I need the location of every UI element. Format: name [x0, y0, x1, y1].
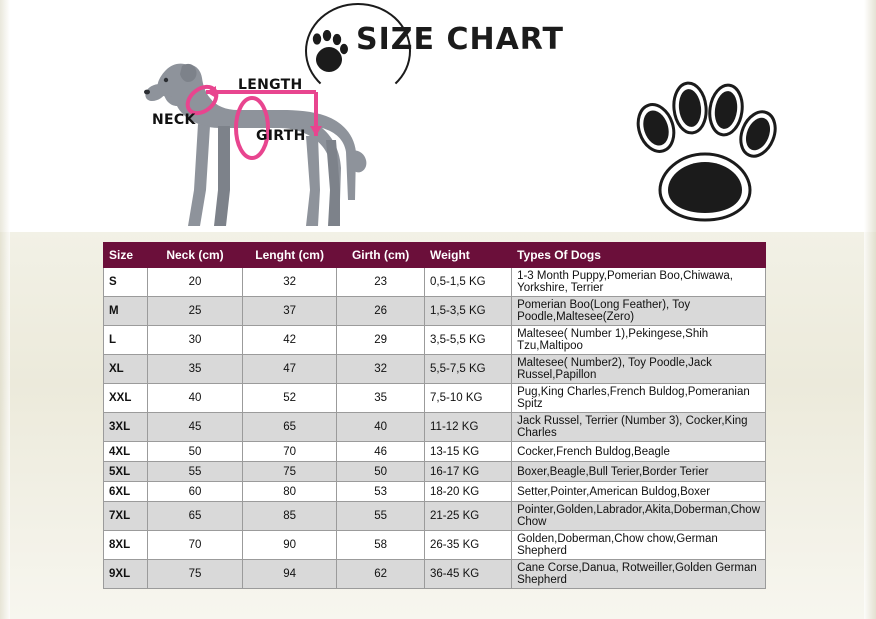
table-cell: 13-15 KG	[425, 442, 512, 462]
table-cell: 21-25 KG	[425, 502, 512, 531]
table-cell: 5,5-7,5 KG	[425, 355, 512, 384]
table-row	[104, 531, 766, 560]
table-row	[104, 297, 766, 326]
table-body	[104, 268, 766, 589]
table-row	[104, 384, 766, 413]
table-cell: 3,5-5,5 KG	[425, 326, 512, 355]
table-cell: 55	[337, 502, 425, 531]
table-cell: Pomerian Boo(Long Feather), Toy Poodle,Maltesee(Zero)	[512, 297, 766, 326]
table-cell: 85	[242, 502, 336, 531]
paw-print-large-icon	[630, 80, 780, 225]
table-cell: 47	[242, 355, 336, 384]
table-cell: 37	[242, 297, 336, 326]
table-cell: 75	[242, 462, 336, 482]
table-cell: 6XL	[104, 482, 148, 502]
table-cell: 70	[242, 442, 336, 462]
table-cell: Pointer,Golden,Labrador,Akita,Doberman,Chow Chow	[512, 502, 766, 531]
table-row	[104, 413, 766, 442]
table-row	[104, 462, 766, 482]
table-cell: 16-17 KG	[425, 462, 512, 482]
size-chart-table	[103, 242, 766, 589]
table-cell: 0,5-1,5 KG	[425, 268, 512, 297]
table-cell: 25	[148, 297, 243, 326]
table-cell: 50	[148, 442, 243, 462]
table-cell: 32	[337, 355, 425, 384]
table-cell: 29	[337, 326, 425, 355]
right-edge-decoration	[864, 0, 876, 619]
table-cell: Cocker,French Buldog,Beagle	[512, 442, 766, 462]
table-cell: L	[104, 326, 148, 355]
table-cell: 52	[242, 384, 336, 413]
table-cell: 11-12 KG	[425, 413, 512, 442]
table-cell: 9XL	[104, 560, 148, 589]
table-cell: S	[104, 268, 148, 297]
table-cell: XXL	[104, 384, 148, 413]
table-cell: Maltesee( Number2), Toy Poodle,Jack Russel,Papillon	[512, 355, 766, 384]
table-row	[104, 268, 766, 297]
table-cell: 7,5-10 KG	[425, 384, 512, 413]
table-cell: 65	[242, 413, 336, 442]
header-length: Lenght (cm)	[242, 243, 336, 268]
table-cell: Boxer,Beagle,Bull Terier,Border Terier	[512, 462, 766, 482]
table-cell: 1,5-3,5 KG	[425, 297, 512, 326]
table-cell: 35	[148, 355, 243, 384]
table-row	[104, 482, 766, 502]
table-cell: 60	[148, 482, 243, 502]
table-cell: 1-3 Month Puppy,Pomerian Boo,Chiwawa, Yorkshire, Terrier	[512, 268, 766, 297]
table-cell: Cane Corse,Danua, Rotweiller,Golden German Shepherd	[512, 560, 766, 589]
table-cell: Maltesee( Number 1),Pekingese,Shih Tzu,Maltipoo	[512, 326, 766, 355]
table-cell: 40	[148, 384, 243, 413]
table-cell: 62	[337, 560, 425, 589]
table-cell: 20	[148, 268, 243, 297]
table-cell: 7XL	[104, 502, 148, 531]
page-title: SIZE CHART	[356, 22, 565, 57]
table-cell: 26	[337, 297, 425, 326]
table-cell: Jack Russel, Terrier (Number 3), Cocker,King Charles	[512, 413, 766, 442]
table-cell: 35	[337, 384, 425, 413]
table-cell: 5XL	[104, 462, 148, 482]
table-cell: 53	[337, 482, 425, 502]
table-cell: 55	[148, 462, 243, 482]
table-cell: 26-35 KG	[425, 531, 512, 560]
table-cell: 70	[148, 531, 243, 560]
table-cell: 42	[242, 326, 336, 355]
table-cell: 40	[337, 413, 425, 442]
table-cell: 3XL	[104, 413, 148, 442]
table-cell: 36-45 KG	[425, 560, 512, 589]
table-row	[104, 326, 766, 355]
table-cell: 58	[337, 531, 425, 560]
header-neck: Neck (cm)	[148, 243, 243, 268]
table-cell: Setter,Pointer,American Buldog,Boxer	[512, 482, 766, 502]
table-cell: 18-20 KG	[425, 482, 512, 502]
table-cell: 46	[337, 442, 425, 462]
table-cell: Pug,King Charles,French Buldog,Pomeranian Spitz	[512, 384, 766, 413]
table-cell: 65	[148, 502, 243, 531]
header-size: Size	[104, 243, 148, 268]
header-types: Types Of Dogs	[512, 243, 766, 268]
table-cell: 23	[337, 268, 425, 297]
length-label: LENGTH	[238, 77, 303, 93]
girth-label: GIRTH	[256, 128, 306, 144]
left-edge-decoration	[0, 0, 10, 619]
table-cell: 8XL	[104, 531, 148, 560]
table-row	[104, 502, 766, 531]
table-cell: 45	[148, 413, 243, 442]
table-cell: 80	[242, 482, 336, 502]
table-cell: 90	[242, 531, 336, 560]
table-cell: 4XL	[104, 442, 148, 462]
table-row	[104, 442, 766, 462]
table-cell: 32	[242, 268, 336, 297]
table-cell: 50	[337, 462, 425, 482]
neck-label: NECK	[152, 112, 196, 128]
header-weight: Weight	[425, 243, 512, 268]
table-row	[104, 355, 766, 384]
table-cell: 30	[148, 326, 243, 355]
size-chart-table-wrapper	[103, 242, 766, 589]
table-cell: 94	[242, 560, 336, 589]
table-cell: M	[104, 297, 148, 326]
table-cell: Golden,Doberman,Chow chow,German Shepherd	[512, 531, 766, 560]
table-header-row	[104, 243, 766, 268]
dog-illustration	[130, 40, 370, 235]
table-cell: 75	[148, 560, 243, 589]
table-row	[104, 560, 766, 589]
header-girth: Girth (cm)	[337, 243, 425, 268]
table-cell: XL	[104, 355, 148, 384]
